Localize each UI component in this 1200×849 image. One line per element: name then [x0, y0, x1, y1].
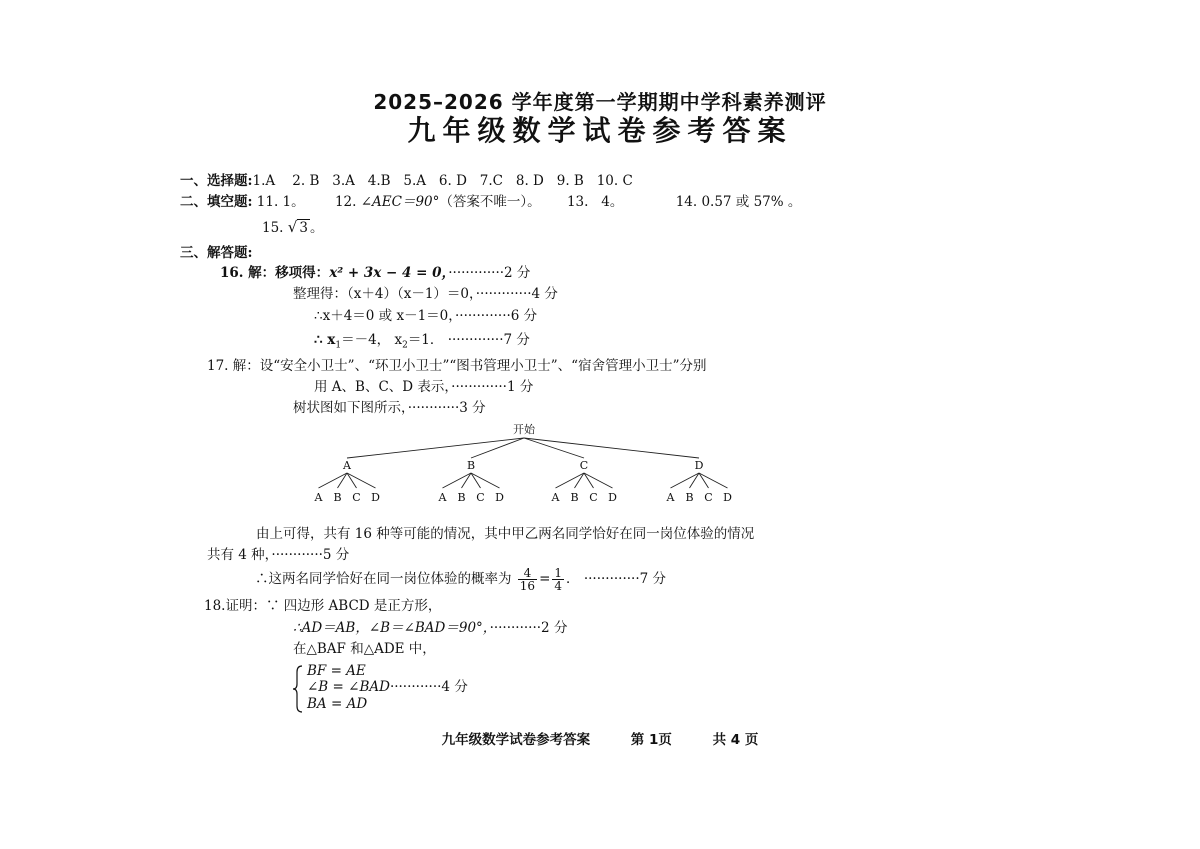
fraction2-denominator: 4: [554, 579, 563, 593]
q16-score4: ·············7 分: [447, 332, 530, 348]
exam-term-title: 2025–2026 学年度第一学期期中学科素养测评: [373, 90, 827, 114]
q17-line2: [314, 381, 533, 395]
q16-score1: ·············2 分: [448, 265, 531, 281]
q16-score3: ·············6 分: [455, 308, 538, 324]
tree-level2-label: A: [666, 491, 675, 504]
q17-line3: [293, 402, 486, 416]
fill-q12-note: （答案不唯一）。: [439, 194, 541, 210]
tree-level1-label: C: [579, 459, 589, 472]
fill-q15: [262, 220, 323, 236]
section-fill-label: 二、填空题:: [180, 194, 253, 210]
q17-line6-end: ．: [566, 571, 580, 587]
q16-root2-value: ＝1．: [407, 332, 444, 348]
fraction1-numerator: 4: [518, 567, 537, 580]
tree-level1-label: A: [343, 459, 351, 472]
tree-level2-label: B: [570, 491, 579, 504]
tree-level1-label: D: [694, 459, 704, 472]
fill-q14: 14. 0.57 或 57% 。: [675, 194, 802, 210]
tree-branch-l1: [524, 438, 699, 458]
section-solve-label: 三、解答题:: [180, 245, 253, 261]
q16-cases-text: ∴x＋4＝0 或 x－1＝0，: [314, 308, 456, 324]
q17-line1: 17. 解：设“安全小卫士”、“环卫小卫士”“图书管理小卫士”、“宿舍管理小卫士”分别: [207, 358, 707, 374]
footer-total-pages: 共 4 页: [712, 732, 759, 748]
left-brace-icon: [291, 664, 305, 714]
fraction-4-16: [518, 567, 537, 592]
tree-level2-label: D: [495, 491, 504, 504]
choice-answers: 1.A 2. B 3.A 4.B 5.A 6. D 7.C 8. D 9. B 10. C: [252, 173, 633, 189]
q17-tree-intro: 树状图如下图所示，: [293, 400, 408, 416]
tree-level2-label: C: [476, 491, 485, 504]
tree-level2-label: B: [685, 491, 694, 504]
q18-line1: 18.证明：∵ 四边形 ABCD 是正方形，: [204, 598, 442, 614]
fraction1-denominator: 16: [519, 579, 536, 593]
q17-score2: ············3 分: [407, 400, 486, 416]
tree-diagram: [300, 420, 760, 515]
q16-root2-label: ＝－4， x: [341, 332, 403, 348]
q17-line6: [255, 567, 666, 592]
q17-line5: [207, 549, 349, 563]
fill-q11: 11. 1。: [256, 194, 305, 210]
q18-system-line1: BF = AE: [307, 663, 366, 679]
q18-system-line2: [307, 681, 468, 695]
q16-equation: x² + 3x − 4 = 0，: [329, 265, 449, 281]
q16-line4: [314, 332, 530, 351]
section-choice: [180, 175, 633, 189]
q17-probability-text: ∴这两名同学恰好在同一岗位体验的概率为: [255, 571, 512, 587]
q16-prefix: 16. 解：移项得：: [220, 265, 330, 281]
q16-factor-text: 整理得：（x＋4）（x－1）＝0，: [293, 286, 476, 302]
radical-sign-icon: √: [287, 218, 298, 236]
q16-line1: [220, 267, 530, 281]
q18-score2: ············4 分: [389, 679, 468, 695]
sqrt-expression: [288, 220, 310, 236]
fraction-1-4: [552, 567, 564, 592]
section-fill: [180, 196, 801, 210]
section-choice-label: 一、选择题:: [180, 173, 253, 189]
answer-key-title: 九年级数学试卷参考答案: [407, 114, 793, 147]
fill-q12-number: 12.: [334, 194, 357, 210]
fraction2-numerator: 1: [554, 566, 563, 580]
footer-doc-name: 九年级数学试卷参考答案: [441, 732, 591, 748]
tree-level2-label: D: [608, 491, 617, 504]
tree-level2-label: A: [438, 491, 447, 504]
equals-sign: =: [539, 571, 551, 587]
q16-line2: [293, 288, 558, 302]
tree-level2-label: C: [589, 491, 598, 504]
fill-q13: 13. 4。: [566, 194, 624, 210]
q17-count-text: 共有 4 种，: [207, 547, 272, 563]
page-footer: [0, 734, 1200, 748]
q18-line2: [293, 622, 567, 636]
tree-level2-label: D: [723, 491, 732, 504]
q18-angle-equality: ∠B = ∠BAD: [307, 679, 390, 695]
q17-mapping-text: 用 A、B、C、D 表示，: [314, 379, 452, 395]
q16-score2: ·············4 分: [475, 286, 558, 302]
tree-level2-label: C: [352, 491, 361, 504]
q16-root2-sub: 2: [402, 340, 408, 351]
q16-line3: [314, 310, 537, 324]
q18-line3: 在△BAF 和△ADE 中，: [293, 641, 436, 657]
q17-score4: ·············7 分: [583, 571, 666, 587]
q17-line4: 由上可得，共有 16 种等可能的情况，其中甲乙两名同学恰好在同一岗位体验的情况: [256, 526, 755, 542]
tree-level2-label: A: [551, 491, 560, 504]
q16-root1-label: ∴ x: [314, 332, 336, 348]
tree-level2-label: D: [371, 491, 380, 504]
tree-level2-label: A: [314, 491, 323, 504]
q17-score3: ············5 分: [271, 547, 350, 563]
q18-score1: ············2 分: [489, 620, 568, 636]
fill-q15-end: 。: [309, 220, 324, 236]
q16-root1-sub: 1: [335, 340, 342, 351]
tree-level2-label: B: [457, 491, 466, 504]
q18-system-line3: BA = AD: [307, 696, 368, 712]
tree-level2-label: B: [333, 491, 342, 504]
radicand: 3: [299, 220, 308, 236]
fill-q15-number: 15.: [262, 220, 284, 236]
q18-equal-sides-text: ∴AD＝AB，∠B＝∠BAD＝90°，: [293, 620, 490, 636]
footer-page-number: 第 1页: [630, 732, 672, 748]
fill-q12-expression: ∠AEC＝90°: [360, 194, 440, 210]
tree-root-label: 开始: [513, 423, 535, 436]
tree-level1-label: B: [466, 459, 476, 472]
tree-level2-label: C: [704, 491, 713, 504]
q17-score1: ·············1 分: [451, 379, 534, 395]
